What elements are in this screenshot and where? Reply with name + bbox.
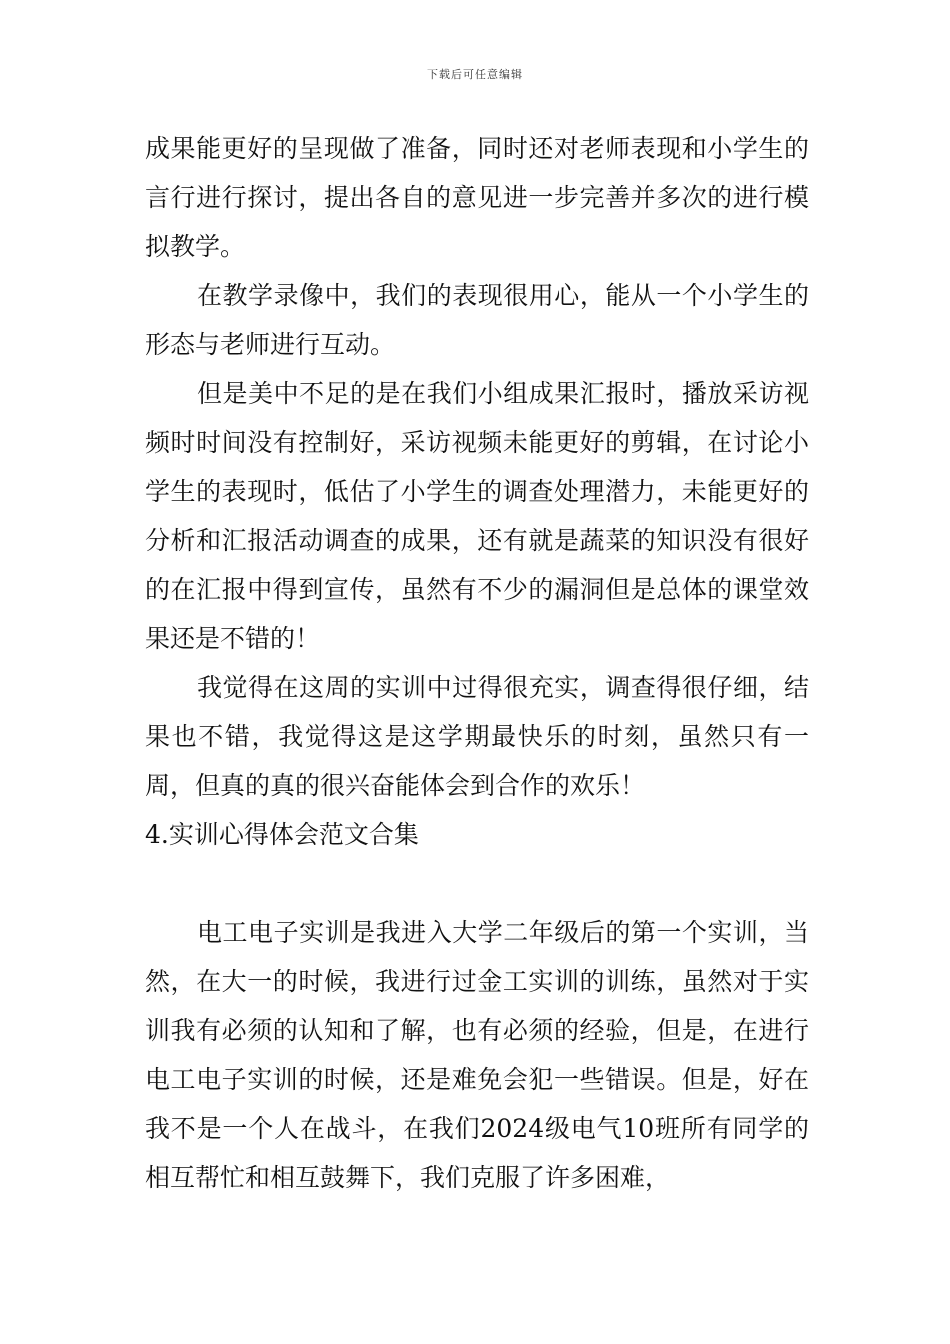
section-spacer [145,859,809,908]
paragraph-feelings: 我觉得在这周的实训中过得很充实，调查得很仔细，结果也不错，我觉得这是这学期最快乐的时刻，虽然只有一周，但真的真的很兴奋能体会到合作的欢乐！ [145,673,809,800]
page-header-watermark: 下载后可任意编辑 [427,68,523,81]
paragraph-electrical-training: 电工电子实训是我进入大学二年级后的第一个实训，当然，在大一的时候，我进行过金工实训的训练，虽然对于实训我有必须的认知和了解，也有必须的经验，但是，在进行电工电子实训的时候，还是难免会犯一些错误。但是，好在我不是一个人在战斗，在我们2024级电气10班所有同学的相互帮忙和相互鼓舞下，我们克服了许多困难， [145,918,809,1192]
section-heading: 4.实训心得体会范文合集 [145,820,419,849]
paragraph-video: 在教学录像中，我们的表现很用心，能从一个小学生的形态与老师进行互动。 [145,281,809,359]
paragraph-continuation: 成果能更好的呈现做了准备，同时还对老师表现和小学生的言行进行探讨，提出各自的意见进一步完善并多次的进行模拟教学。 [145,134,809,261]
document-body [145,124,809,1202]
paragraph-shortcomings: 但是美中不足的是在我们小组成果汇报时，播放采访视频时时间没有控制好，采访视频未能更好的剪辑，在讨论小学生的表现时，低估了小学生的调查处理潜力，未能更好的分析和汇报活动调查的成果，还有就是蔬菜的知识没有很好的在汇报中得到宣传，虽然有不少的漏洞但是总体的课堂效果还是不错的！ [145,379,809,653]
